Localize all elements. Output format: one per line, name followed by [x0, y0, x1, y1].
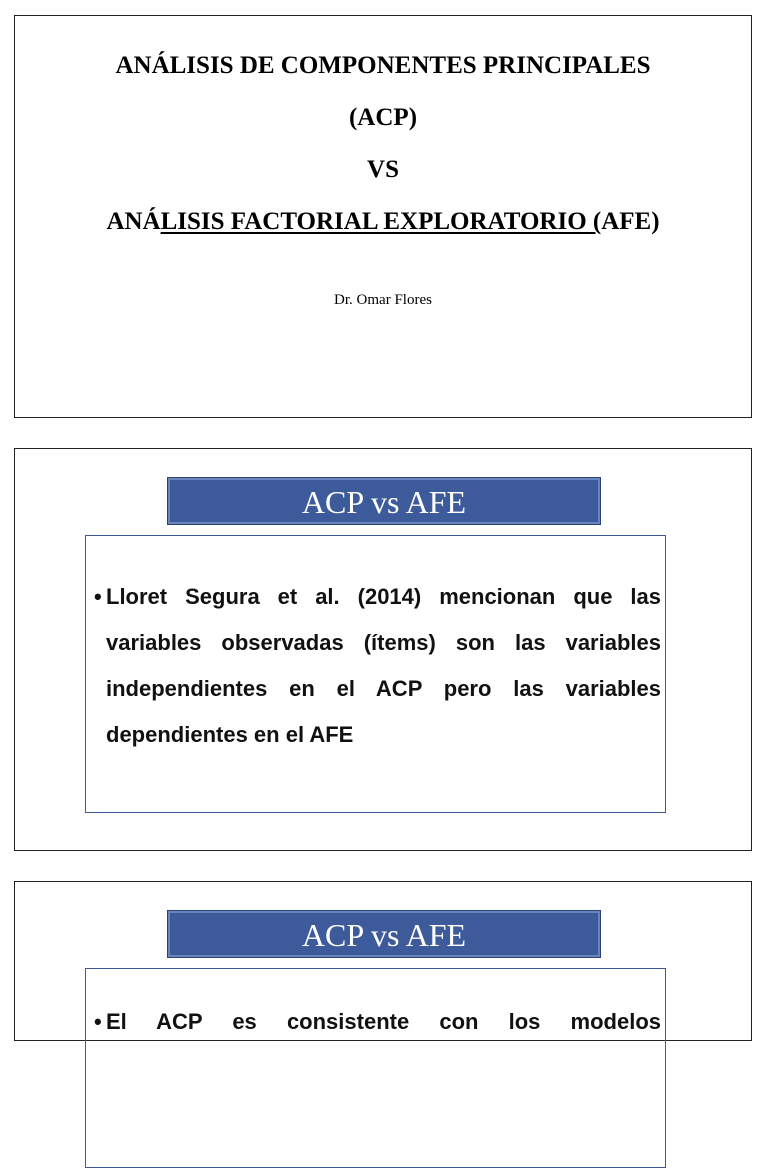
title-line-4-start: ANÁ: [106, 208, 161, 235]
bullet-item: [96, 574, 661, 758]
content-slide-2: [14, 448, 752, 851]
bullet-item: [96, 999, 661, 1045]
bullet-marker: •: [94, 1009, 102, 1034]
bullet-marker: •: [94, 584, 102, 609]
title-line-4-underlined: LISIS FACTORIAL EXPLORATORIO (: [160, 208, 602, 235]
slide-heading: ACP vs AFE: [167, 477, 601, 525]
title-line-1: ANÁLISIS DE COMPONENTES PRINCIPALES: [115, 52, 651, 79]
title-line-4-end: AFE): [601, 208, 660, 235]
title-line-2: (ACP): [348, 104, 418, 131]
bullet-text: El ACP es consistente con los modelos: [106, 1009, 661, 1034]
content-box: [85, 535, 666, 813]
title-line-3: VS: [367, 156, 399, 183]
slide-heading: ACP vs AFE: [167, 910, 601, 958]
bullet-text: Lloret Segura et al. (2014) mencionan que las variables observadas (ítems) son las variables independientes en el ACP pero las variables dependientes en el AFE: [106, 584, 661, 747]
title-slide: [14, 15, 752, 418]
title-line-4: [15, 208, 751, 236]
content-box: [85, 968, 666, 1168]
author-name: Dr. Omar Flores: [334, 292, 432, 308]
content-slide-3: [14, 881, 752, 1041]
